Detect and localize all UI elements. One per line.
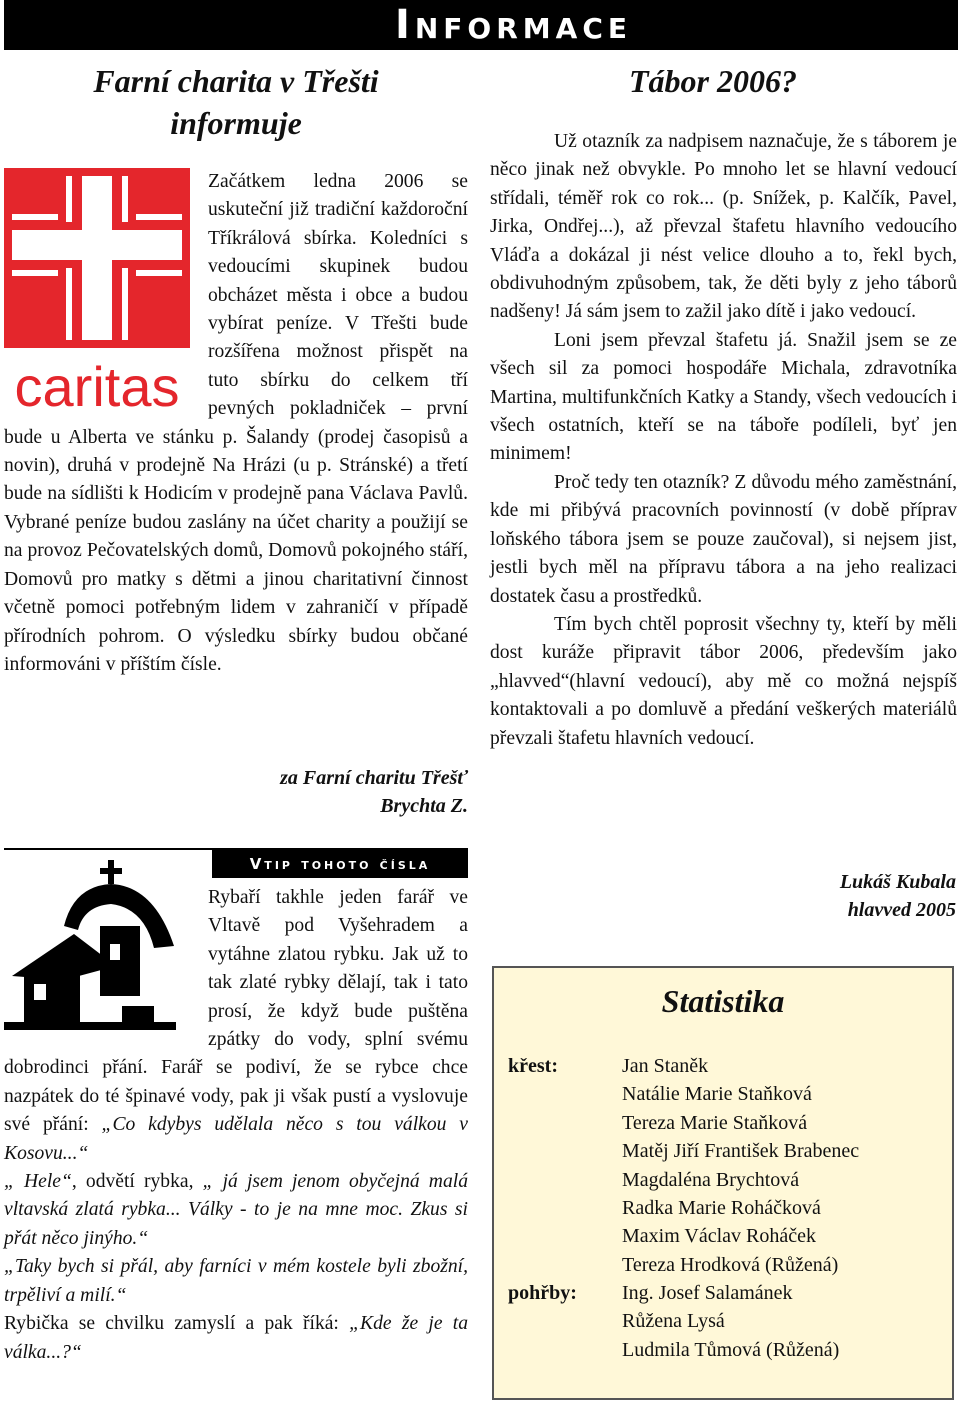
- list-item: Natálie Marie Staňková: [622, 1083, 812, 1106]
- tabor-paragraph-4: Tím bych chtěl poprosit všechny ty, kteří by měli dost kuráže připravit tábor 2006, především jako „hlavved“(hlavní vedoucí), aby mě co možná nejspíš kontaktovali a po domluvě a předání veškerých materiálů převzali štafetu hlavních vedoucí.: [490, 613, 957, 749]
- list-item: Tereza Hrodková (Růžená): [622, 1253, 839, 1276]
- vtip-label: Vtip tohoto čísla: [212, 850, 468, 878]
- list-item: Matěj Jiří František Brabenec: [622, 1140, 860, 1163]
- krest-list: [622, 1052, 859, 1279]
- tabor-body: [490, 128, 957, 753]
- tabor-paragraph-3: Proč tedy ten otazník? Z důvodu mého zaměstnání, kde mi přibývá pracovních povinností (v době příprav loňského tábora jsem se pouze zaučoval), si nejsem jist, jestli bych měl na přípravu tábora a na jeho realizaci dostatek času a prostředků.: [490, 471, 957, 607]
- section-title: Informace: [394, 2, 632, 48]
- pohrby-list: [622, 1279, 839, 1364]
- charita-signature-line2: Brychta Z.: [380, 795, 468, 818]
- statistika-box: [492, 966, 954, 1400]
- charita-signature-line1: za Farní charitu Třešť: [280, 767, 468, 789]
- list-item: Jan Staněk: [622, 1055, 709, 1077]
- list-item: Magdaléna Brychtová: [622, 1168, 800, 1191]
- vtip-p1-quote: „Co kdybys udělala něco s tou válkou v Kosovu...“: [4, 1114, 468, 1164]
- list-item: Tereza Marie Staňková: [622, 1111, 808, 1134]
- charita-heading: [4, 60, 468, 144]
- vtip-p4: Rybička se chvilku zamyslí a pak říká:: [4, 1313, 350, 1335]
- tabor-author-name: Lukáš Kubala: [839, 871, 956, 893]
- list-item: Radka Marie Roháčková: [622, 1197, 821, 1220]
- tabor-author-role: hlavved 2005: [847, 899, 956, 922]
- caritas-logo-text: caritas: [14, 355, 180, 418]
- tabor-author: [840, 868, 956, 925]
- vtip-p2b: , odvětí rybka,: [71, 1171, 203, 1193]
- vtip-text: [4, 884, 468, 1367]
- list-item: Ludmila Tůmová (Růžená): [622, 1338, 840, 1361]
- tabor-heading: Tábor 2006?: [629, 63, 797, 99]
- vtip-p2c: „ já jsem jenom obyčejná malá vltavská zlatá rybka... Války - to je na mne moc. Zkus si přát něco jinýho.“: [4, 1171, 468, 1249]
- list-item: Maxim Václav Roháček: [622, 1225, 817, 1248]
- charita-heading-line2: informuje: [170, 105, 302, 141]
- vtip-p1: Rybaří takhle jeden farář ve Vltavě pod Vyšehradem a vytáhne zlatou rybku. Jak už to tak zlaté rybky dělají, tak i tato prosí, že když bude puštěna zpátky do vody, splní svému dobrodinci přání. Farář se podiví, že se rybce chce nazpátek do té špinavé vody, pak ji však pustí a vyslovuje své přání:: [4, 887, 468, 1136]
- tabor-paragraph-1: Už otazník za nadpisem naznačuje, že s táborem je něco jinak než obvykle. Po mnoho let se hlavní vedoucí střídali, téměř rok co rok... (p. Snížek, p. Kalčík, Pavel, Jirka, Ondřej...), až převzal štafetu hlavního vedoucího Vláďa a dokázal ji nést velice dlouho a to, řekl bych, obdivuhodným způsobem, tak, že děti byly z jeho táborů nadšeny! Já sám jsem to zažil jako dítě i jako vedoucí.: [490, 131, 957, 323]
- vtip-p3: „Taky bych si přál, aby farníci v mém kostele byli zbožní, trpěliví a milí.“: [4, 1256, 468, 1306]
- pohrby-label: pohřby:: [508, 1282, 577, 1304]
- charita-body: [4, 168, 468, 679]
- charita-heading-line1: Farní charita v Třešti: [93, 63, 379, 99]
- krest-label: křest:: [508, 1055, 558, 1077]
- list-item: Ing. Josef Salamánek: [622, 1282, 793, 1304]
- charita-body-text: Začátkem ledna 2006 se uskuteční již tradiční každoroční Tříkrálová sbírka. Koledníci s vedoucími skupinek budou obcházet města i obce a budou vybírat peníze. V Třešti bude rozšířena možnost přispět na tuto sbírku do celkem tří pevných pokladniček – první bude u Alberta ve stánku p. Šalandy (prodej časopisů a novin), druhá v prodejně Na Hrázi (u p. Stránské) a třetí bude na sídlišti k Hodicím v prodejně pana Václava Pavlů. Vybrané peníze budou zaslány na účet charity a použijí se na provoz Pečovatelských domů, Domovů pokojného stáří, Domovů pro matky s dětmi a jinou charitativní činnost včetně pomoci potřebným lidem v zahraničí v případě přírodních pohrom. O výsledku sbírky budou občané informováni v příštím čísle.: [4, 171, 468, 675]
- statistika-title: Statistika: [661, 983, 785, 1019]
- vtip-p2a: „ Hele“: [4, 1171, 72, 1193]
- list-item: Růžena Lysá: [622, 1310, 725, 1333]
- vtip-p4-quote: „Kde že je ta válka...?“: [4, 1313, 469, 1363]
- section-header-bar: [4, 0, 958, 50]
- charita-signature: [280, 764, 468, 821]
- tabor-paragraph-2: Loni jsem převzal štafetu já. Snažil jsem se ze všech sil za pomoci hospodáře Michala, zdravotníka Martina, multifunkčních Katky a Standy, všech vedoucích i všech ostatních, kteří se na táboře podíleli, byť jen minimem!: [490, 329, 957, 465]
